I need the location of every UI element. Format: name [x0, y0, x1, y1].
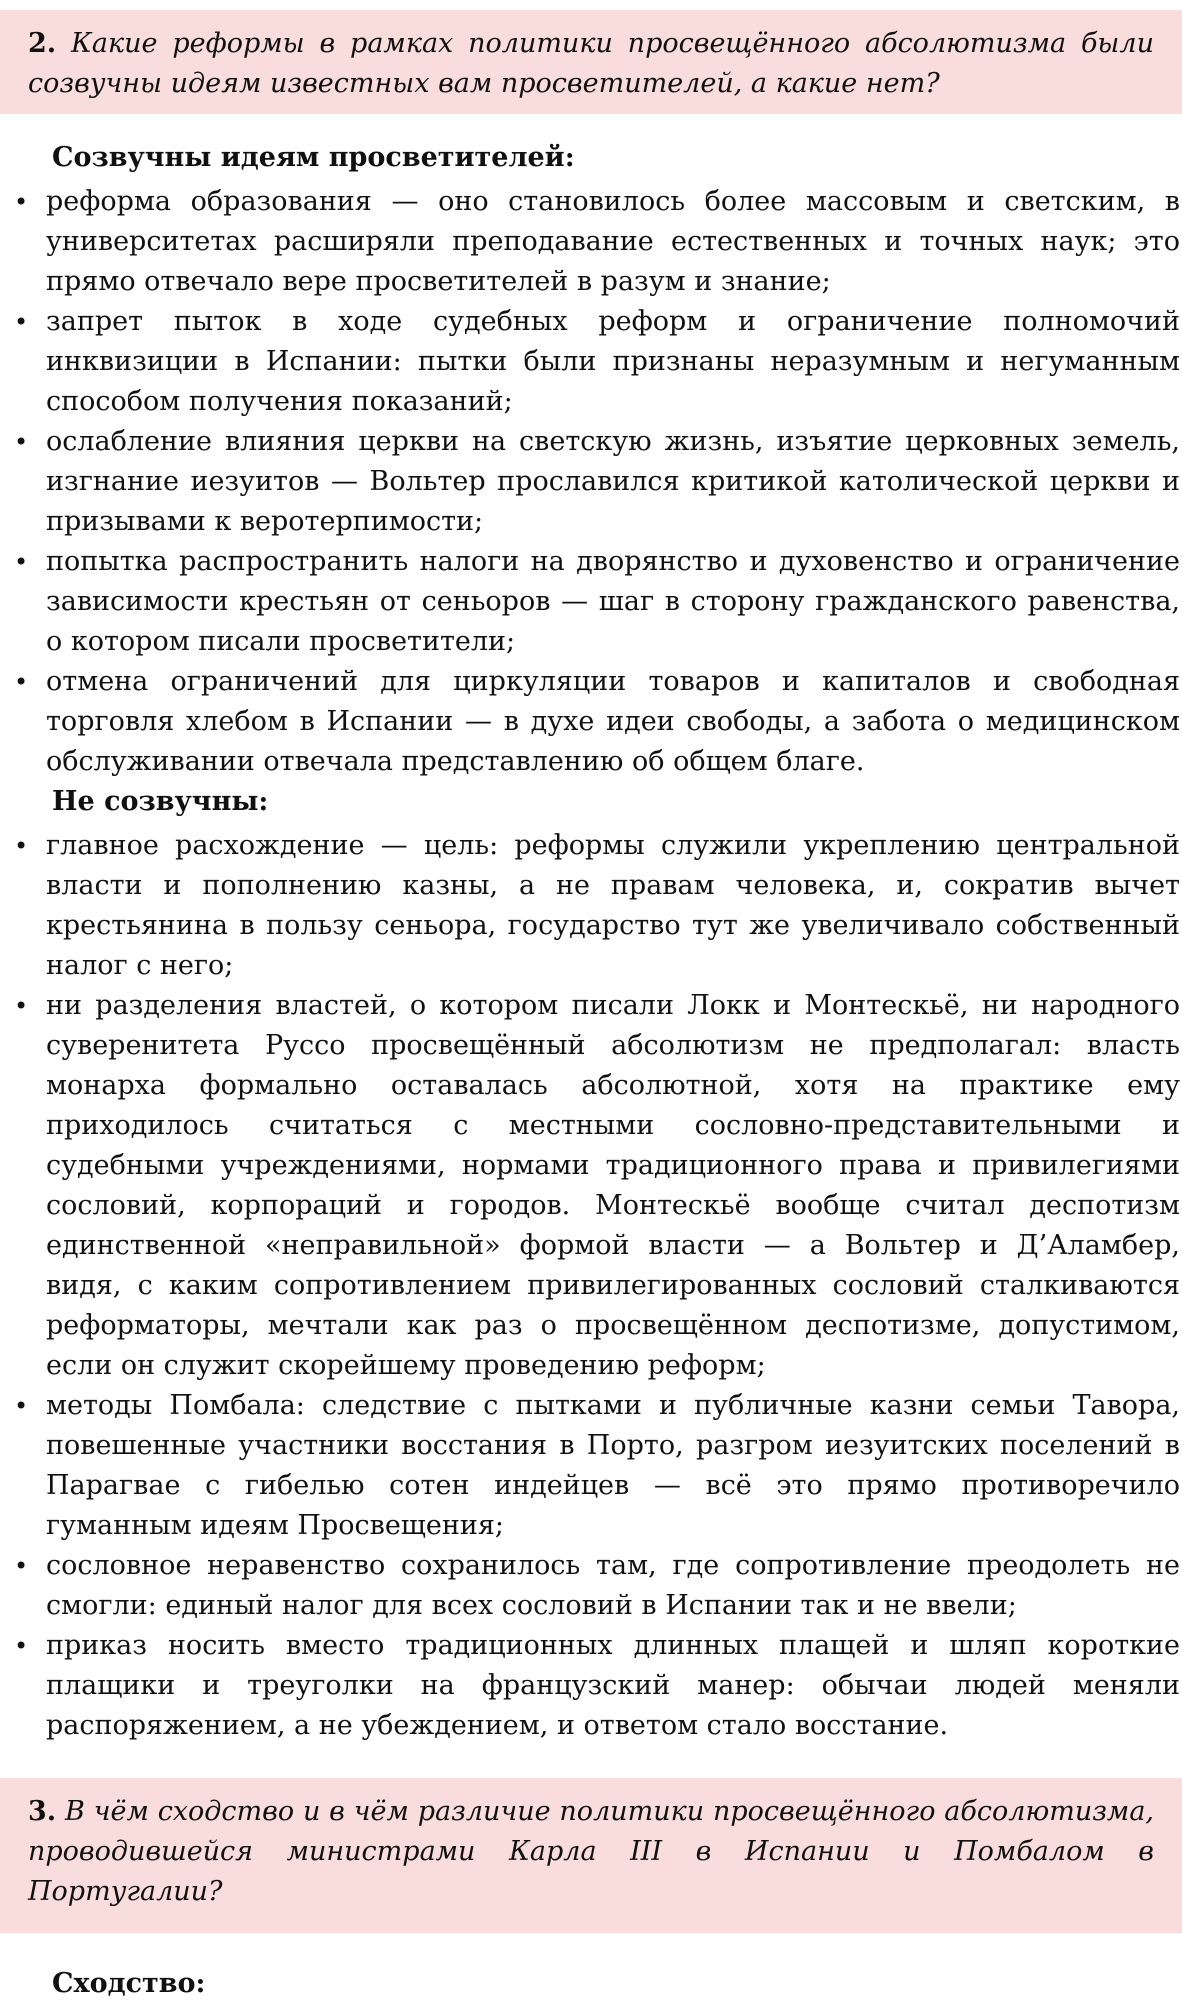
question-number: 3.: [28, 1796, 57, 1827]
list-item: [12, 542, 1180, 662]
section-heading-agree: Созвучны идеям просветителей:: [52, 142, 575, 173]
list-item-text: приказ носить вместо традиционных длинных плащей и шляп короткие плащики и треуголки на французский манер: обычаи людей меняли распоряжением, а не убеждением, и ответом стало восстание.: [46, 1630, 1180, 1741]
bullet-icon: •: [14, 428, 29, 456]
list-item: [12, 302, 1180, 422]
list-item: [12, 1546, 1180, 1626]
agree-list: [12, 182, 1180, 782]
list-item-text: запрет пыток в ходе судебных реформ и ограничение полномочий инквизиции в Испании: пытки были признаны неразумным и негуманным способом получения показаний;: [46, 306, 1180, 417]
disagree-list: [12, 826, 1180, 1746]
list-item: [12, 826, 1180, 986]
answer-section: [12, 138, 1180, 1746]
list-item: [12, 422, 1180, 542]
list-item: [12, 986, 1180, 1386]
list-item-text: отмена ограничений для циркуляции товаров и капиталов и свободная торговля хлебом в Испании — в духе идеи свободы, а забота о медицинском обслуживании отвечала представлению об общем благе.: [46, 666, 1180, 777]
list-item: [12, 1626, 1180, 1746]
list-item-text: ни разделения властей, о котором писали Локк и Монтескьё, ни народного суверенитета Руссо просвещённый абсолютизм не предполагал: власть монарха формально оставалась абсолютной, хотя на практике ему приходилось считаться с местными сословно-представительными и судебными учреждениями, нормами традиционного права и привилегиями сословий, корпораций и городов. Монтескьё вообще считал деспотизм единственной «неправильной» формой власти — а Вольтер и Д’Аламбер, видя, с каким сопротивлением привилегированных сословий сталкиваются реформаторы, мечтали как раз о просвещённом деспотизме, допустимом, если он служит скорейшему проведению реформ;: [46, 990, 1180, 1381]
list-item-text: методы Помбала: следствие с пытками и публичные казни семьи Тавора, повешенные участники восстания в Порто, разгром иезуитских поселений в Парагвае с гибелью сотен индейцев — всё это прямо противоречило гуманным идеям Просвещения;: [46, 1390, 1180, 1541]
question-text: В чём сходство и в чём различие политики просвещённого абсолютизма, проводившейся министрами Карла III в Испании и Помбалом в Португалии?: [28, 1796, 1154, 1907]
question-text: Какие реформы в рамках политики просвещённого абсолютизма были созвучны идеям известных вам просветителей, а какие нет?: [28, 28, 1154, 99]
section-heading-similarity: Сходство:: [52, 1968, 206, 1999]
question-number: 2.: [28, 28, 57, 59]
list-item: [12, 182, 1180, 302]
bullet-icon: •: [14, 668, 29, 696]
bullet-icon: •: [14, 548, 29, 576]
list-item: [12, 1386, 1180, 1546]
bullet-icon: •: [14, 308, 29, 336]
bullet-icon: •: [14, 992, 29, 1020]
bullet-icon: •: [14, 1632, 29, 1660]
bullet-icon: •: [14, 1552, 29, 1580]
list-item: [12, 662, 1180, 782]
bullet-icon: •: [14, 188, 29, 216]
list-item-text: попытка распространить налоги на дворянство и духовенство и ограничение зависимости крестьян от сеньоров — шаг в сторону гражданского равенства, о котором писали просветители;: [46, 546, 1180, 657]
question-2-box: [0, 10, 1182, 114]
section-heading-disagree: Не созвучны:: [52, 786, 269, 817]
bullet-icon: •: [14, 1392, 29, 1420]
bullet-icon: •: [14, 832, 29, 860]
list-item-text: сословное неравенство сохранилось там, где сопротивление преодолеть не смогли: единый налог для всех сословий в Испании так и не ввели;: [46, 1550, 1180, 1621]
list-item-text: ослабление влияния церкви на светскую жизнь, изъятие церковных земель, изгнание иезуитов — Вольтер прославился критикой католической церкви и призывами к веротерпимости;: [46, 426, 1180, 537]
list-item-text: главное расхождение — цель: реформы служили укреплению центральной власти и пополнению казны, а не правам человека, и, сократив вычет крестьянина в пользу сеньора, государство тут же увеличивало собственный налог с него;: [46, 830, 1180, 981]
list-item-text: реформа образования — оно становилось более массовым и светским, в университетах расширяли преподавание естественных и точных наук; это прямо отвечало вере просветителей в разум и знание;: [46, 186, 1180, 297]
answer-section-2: [12, 1964, 1180, 2008]
question-3-box: [0, 1778, 1182, 1933]
